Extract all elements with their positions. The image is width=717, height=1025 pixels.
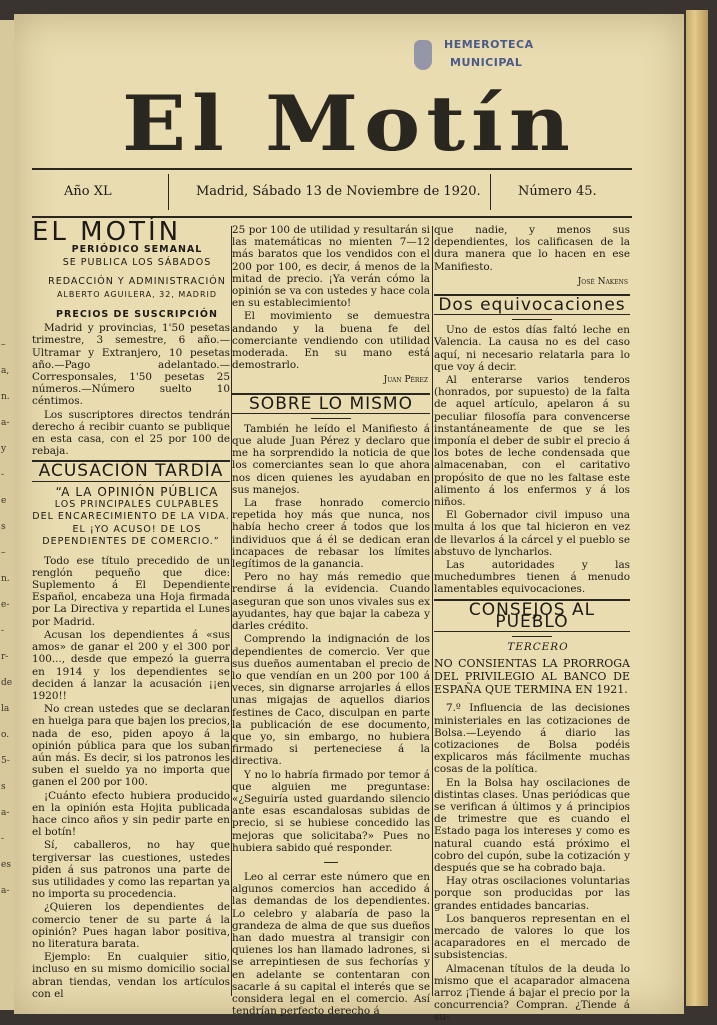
brand-title: EL MOTÍN bbox=[32, 217, 182, 247]
adjacent-page-fragment: – bbox=[1, 548, 6, 558]
paragraph: El movimiento se demuestra andando y la buena fe del comerciante vendiendo con utilidad moderada. En su mano está demostrarlo. bbox=[232, 310, 430, 372]
paragraph: ¡Cuánto efecto hubiera producido en la opinión esta Hojita publicada hace cinco años y sin pedir parte en el botín! bbox=[32, 789, 230, 839]
paragraph: que nadie, y menos sus dependientes, los calificasen de la dura manera que lo hacen en ese Manifiesto. bbox=[434, 224, 630, 273]
paragraph: Las autoridades y las muchedumbres tienen á menudo lamentables equivocaciones. bbox=[434, 559, 630, 596]
stamp-line-2: MUNICIPAL bbox=[450, 56, 523, 69]
paragraph: Comprendo la indignación de los dependientes de comercio. Ver que sus dueños aumentaban el precio de lo que vendían en un 200 por 100 á veces, sin dignarse arrojarles á ellos unas migajas de aquellos diarios festines de Caco, disculpan en parte la publicación de ese documento, que yo, sin embargo, no hubiera firmado si perteneciese á la directiva. bbox=[232, 633, 430, 768]
column-3 bbox=[434, 224, 630, 1025]
paragraph: La frase honrado comercio repetida hoy más que nunca, nos había hecho creer á todos que los individuos que á él se dedican eran incapaces de rebasar los límites legítimos de la ganancia. bbox=[232, 497, 430, 571]
subheading: TERCERO bbox=[507, 641, 569, 654]
paragraph: En la Bolsa hay oscilaciones de distintas clases. Unas periódicas que se verifican á últimos y á principios de trimestre que es cuando el Estado paga los intereses y como es natural cuando está próximo el cobro del cupón, sube la cotización y después que se ha cobrado baja. bbox=[434, 776, 630, 874]
paragraph: Todo ese título precedido de un renglón pequeño que dice: Suplemento á El Dependiente Español, encabeza una Hoja firmada por La Directiva y repartida el Lunes por Madrid. bbox=[32, 554, 230, 628]
adjacent-page-fragment: y bbox=[1, 444, 7, 454]
seal-icon bbox=[414, 40, 432, 70]
adjacent-page-fragment: es bbox=[1, 860, 11, 870]
newspaper-page bbox=[14, 14, 684, 1024]
column-2 bbox=[232, 224, 430, 1018]
paragraph: Hay otras oscilaciones voluntarias porque son producidas por las grandes entidades bancarias. bbox=[434, 875, 630, 912]
paragraph: No crean ustedes que se declaran en huelga para que bajen los precios, nada de eso, piden apoyo á la opinión pública para que los suban aún más. Es decir, si los patronos les suben el sueldo ya no importa que ganen el 200 por 100. bbox=[32, 703, 230, 789]
adjacent-page-fragment: la bbox=[1, 704, 10, 714]
divider bbox=[512, 319, 552, 320]
divider bbox=[490, 174, 491, 210]
adjacent-page-fragment: s bbox=[1, 782, 6, 792]
year-label: Año XL bbox=[64, 184, 112, 199]
tagline-redaction: REDACCIÓN Y ADMINISTRACIÓN bbox=[48, 275, 226, 287]
divider bbox=[311, 418, 351, 419]
info-bar bbox=[32, 168, 632, 218]
adjacent-page-fragment: r- bbox=[1, 652, 9, 662]
section-heading-acusacion: ACUSACIÓN TARDÍA bbox=[32, 460, 230, 481]
library-stamp bbox=[414, 32, 554, 80]
masthead-title: El Motín bbox=[122, 78, 576, 169]
adjacent-page-fragment: n. bbox=[1, 392, 10, 402]
tagline-weekly: PERIÓDICO SEMANAL bbox=[71, 244, 203, 256]
adjacent-page-fragment: e bbox=[1, 496, 7, 506]
tagline-address: ALBERTO AGUILERA, 32, MADRID bbox=[56, 289, 218, 299]
prices-title: PRECIOS DE SUSCRIPCIÓN bbox=[56, 309, 218, 321]
issue-number: Número 45. bbox=[518, 184, 597, 199]
adjacent-page-fragment: o. bbox=[1, 730, 10, 740]
signature: Juan Pérez bbox=[383, 375, 428, 386]
section-heading-sobre: SOBRE LO MISMO bbox=[232, 393, 430, 414]
adjacent-page-fragment: – bbox=[1, 340, 6, 350]
headline-2: LOS PRINCIPALES CULPABLES DEL ENCARECIMIENTO DE LA VIDA. bbox=[32, 498, 230, 523]
paragraph: Leo al cerrar este número que en algunos comercios han accedido á las demandas de los dependientes. Lo celebro y alabaría de paso la grandeza de alma de que sus dueños han dado muestra al transigir con quienes los han llamado ladrones, si se arrepintiesen de sus fechorías y en adelante se contentaran con sacarle á su capital el interés que se considera legal en el comercio. Así tendrían perfecto derecho á bbox=[232, 870, 430, 1018]
adjacent-page-fragment: s bbox=[1, 522, 6, 532]
headline-3: EL ¡YO ACUSO! DE LOS DEPENDIENTES DE COMERCIO.” bbox=[42, 524, 220, 548]
paragraph: También he leído el Manifiesto á que alude Juan Pérez y declaro que me ha sorprendido la noticia de que los comerciantes sean lo que ahora nos dicen quienes les ayudaban en sus manejos. bbox=[232, 422, 430, 496]
headline-1: “A LA OPINIÓN PÚBLICA bbox=[55, 484, 219, 499]
page-edge bbox=[686, 10, 708, 1006]
column-1 bbox=[32, 217, 230, 1001]
adjacent-page-fragment: a- bbox=[1, 808, 10, 818]
paragraph: Al enterarse varios tenderos (honrados, por supuesto) de la falta de aquel artículo, apelaron á su peculiar filosofía para convencerse instantáneamente de que se les imponía el deber de subir el precio á los botes de leche condensada que almacenaban, con el caritativo propósito de que no les faltase este alimento á los enfermos y á los niños. bbox=[434, 374, 630, 509]
adjacent-page-fragment: a, bbox=[1, 366, 10, 376]
divider bbox=[168, 174, 169, 210]
column-rule bbox=[432, 226, 433, 996]
stamp-line-1: HEMEROTECA bbox=[444, 38, 534, 51]
adjacent-page-fragment: de bbox=[1, 678, 13, 688]
dateline: Madrid, Sábado 13 de Noviembre de 1920. bbox=[196, 184, 481, 199]
paragraph: Almacenan títulos de la deuda lo mismo que el acaparador almacena arroz ¡Tiende á bajar el precio por la concurrencia? Compran. ¿Tiende á su- bbox=[434, 962, 630, 1024]
warning-text: NO CONSIENTAS LA PRORROGA DEL PRIVILEGIO AL BANCO DE ESPAÑA QUE TERMINA EN 1921. bbox=[434, 657, 630, 697]
paragraph: 7.º Influencia de las decisiones ministeriales en las cotizaciones de Bolsa.—Leyendo á diario las cotizaciones de Bolsa podéis explicaros más fácilmente muchas cosas de la política. bbox=[434, 702, 630, 776]
section-heading-equivocaciones: Dos equivocaciones bbox=[434, 294, 630, 315]
adjacent-page-fragment: - bbox=[1, 626, 5, 636]
adjacent-page-fragment: e- bbox=[1, 600, 10, 610]
paragraph: Los banqueros representan en el mercado de valores lo que los acaparadores en el mercado de subsistencias. bbox=[434, 912, 630, 962]
tagline-saturdays: SE PUBLICA LOS SÁBADOS bbox=[62, 257, 212, 269]
adjacent-page-fragment: - bbox=[1, 470, 5, 480]
paragraph: Ejemplo: En cualquier sitio, incluso en su mismo domicilio social abran tiendas, vendan los artículos con el bbox=[32, 951, 230, 1000]
adjacent-page-fragment: - bbox=[1, 834, 5, 844]
divider bbox=[512, 636, 552, 637]
divider bbox=[324, 862, 338, 863]
adjacent-page-fragment: a- bbox=[1, 886, 10, 896]
paragraph: Acusan los dependientes á «sus amos» de ganar el 200 y el 300 por 100..., desde que empezó la guerra en 1914 y los dependientes se deciden á lanzar la acusación ¡¡en 1920!! bbox=[32, 628, 230, 702]
paragraph: Pero no hay más remedio que rendirse á la evidencia. Cuando aseguran que son unos vivales sus ex ayudantes, hay que bajar la cabeza y darles crédito. bbox=[232, 571, 430, 633]
signature: José Nakens bbox=[577, 276, 628, 287]
paragraph: ¿Quieren los dependientes de comercio tener de su parte á la opinión? Pues hagan labor positiva, no literatura barata. bbox=[32, 901, 230, 950]
paragraph: 25 por 100 de utilidad y resultarán si las matemáticas no mienten 7—12 más baratos que los vendidos con el 200 por 100, es decir, á menos de la mitad de precio. ¡Ya verán cómo la opinión se va con ustedes y hace cola en su establecimiento! bbox=[232, 224, 430, 310]
adjacent-page-fragment: n. bbox=[1, 574, 10, 584]
section-heading-consejos: CONSEJOS AL PUEBLO bbox=[434, 599, 630, 632]
paragraph: Uno de estos días faltó leche en Valencia. La causa no es del caso aquí, ni necesario relatarla para lo que voy á decir. bbox=[434, 324, 630, 373]
paragraph: Sí, caballeros, no hay que tergiversar las cuestiones, ustedes piden á sus patronos una parte de sus utilidades y como las repartan ya no importa su procedencia. bbox=[32, 839, 230, 901]
prices-text: Madrid y provincias, 1'50 pesetas trimestre, 3 semestre, 6 año.—Ultramar y Extranjero, 10 pesetas año.—Pago adelantado.—Corresponsales, 1'50 pesetas 25 números.—Número suelto 10 céntimos. bbox=[32, 322, 230, 408]
adjacent-page-fragment: 5- bbox=[1, 756, 10, 766]
paragraph: Y no lo habría firmado por temor á que alguien me preguntase: «¿Seguiría usted guardando silencio ante esas escandalosas subidas de precio, si se hubiese concedido las mejoras que solicitaba?» Pues no hubiera sabido qué responder. bbox=[232, 768, 430, 854]
paragraph: El Gobernador civil impuso una multa á los que tal hicieron en vez de llevarlos á la cárcel y el pueblo se abstuvo de lyncharlos. bbox=[434, 509, 630, 558]
adjacent-page-fragment: a- bbox=[1, 418, 10, 428]
subscribers-text: Los suscriptores directos tendrán derecho á recibir cuanto se publique en esta casa, con el 25 por 100 de rebaja. bbox=[32, 408, 230, 458]
